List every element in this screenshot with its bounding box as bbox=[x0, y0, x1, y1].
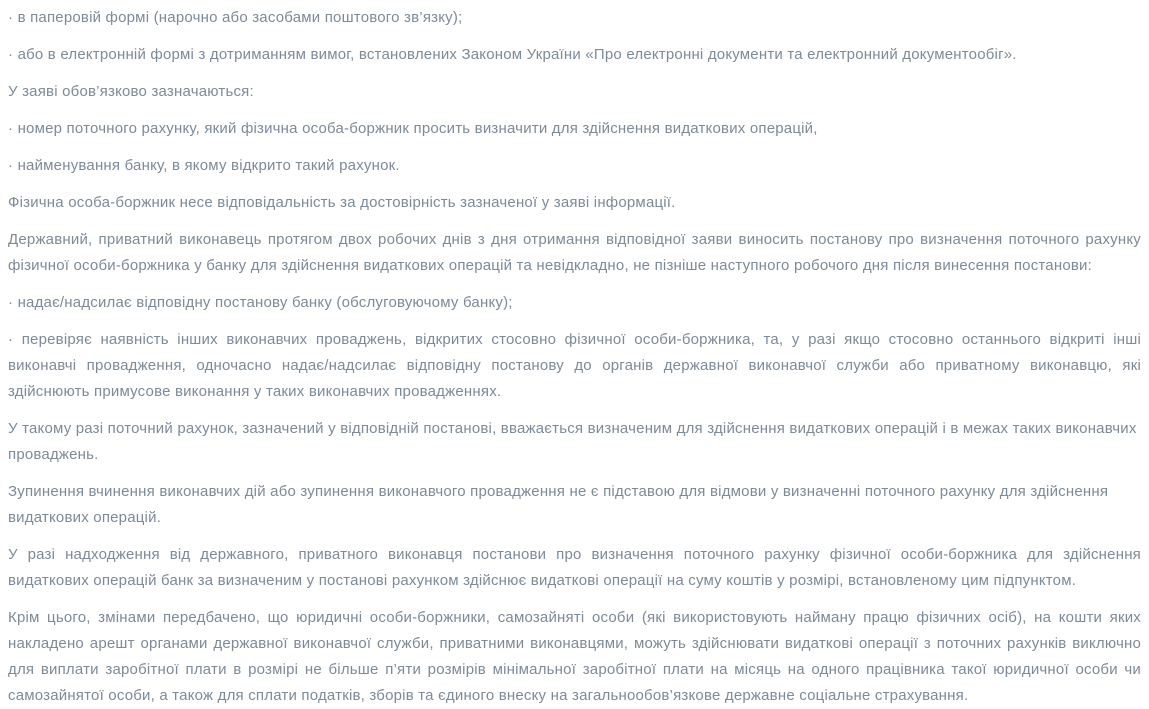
bullet-item: · перевіряє наявність інших виконавчих проваджень, відкритих стосовно фізичної особи-боржника, та, у разі якщо стосовно останнього відкриті інші виконавчі провадження, одночасно надає/надсилає відповідну постанову до органів державної виконавчої служби або приватному виконавцю, які здійснюють примусове виконання у таких виконавчих провадженнях. bbox=[8, 331, 1141, 400]
paragraph: Крім цього, змінами передбачено, що юридичні особи-боржники, самозайняті особи (які використовують найману працю фізичних осіб), на кошти яких накладено арешт органами державної виконавчої служби, приватними виконавцями, можуть здійснювати видаткові операції з поточних рахунків виключно для виплати заробітної плати в розмірі не більше п’яти розмірів мінімальної заробітної плати на місяць на одного працівника такої юридичної особи чи самозайнятої особи, а також для сплати податків, зборів та єдиного внеску на загальнообов’язкове державне соціальне страхування. bbox=[8, 609, 1141, 704]
paragraph: Зупинення вчинення виконавчих дій або зупинення виконавчого провадження не є підставою для відмови у визначенні поточного рахунку для здійснення видаткових операцій. bbox=[8, 483, 1109, 526]
bullet-item: · в паперовій формі (нарочно або засобами поштового зв’язку); bbox=[8, 9, 463, 26]
paragraph: Фізична особа-боржник несе відповідальність за достовірність зазначеної у заяві інформації. bbox=[8, 194, 676, 211]
paragraph: У разі надходження від державного, приватного виконавця постанови про визначення поточного рахунку фізичної особи-боржника для здійснення видаткових операцій банк за визначеним у постанові рахунком здійснює видаткові операції на суму коштів у розмірі, встановленому цим підпунктом. bbox=[8, 546, 1141, 589]
paragraph: Державний, приватний виконавець протягом двох робочих днів з дня отримання відповідної заяви виносить постанову про визначення поточного рахунку фізичної особи-боржника у банку для здійснення видаткових операцій та невідкладно, не пізніше наступного робочого дня після винесення постанови: bbox=[8, 231, 1141, 274]
paragraph: У заяві обов’язково зазначаються: bbox=[8, 83, 254, 100]
paragraph: У такому разі поточний рахунок, зазначений у відповідній постанові, вважається визначеним для здійснення видаткових операцій і в межах таких виконавчих проваджень. bbox=[8, 420, 1137, 463]
bullet-item: · надає/надсилає відповідну постанову банку (обслуговуючому банку); bbox=[8, 294, 513, 311]
bullet-item: · найменування банку, в якому відкрито такий рахунок. bbox=[8, 157, 400, 174]
bullet-item: · номер поточного рахунку, який фізична особа-боржник просить визначити для здійснення видаткових операцій, bbox=[8, 120, 818, 137]
bullet-item: · або в електронній формі з дотриманням вимог, встановлених Законом України «Про електронні документи та електронний документообіг». bbox=[8, 46, 1017, 63]
